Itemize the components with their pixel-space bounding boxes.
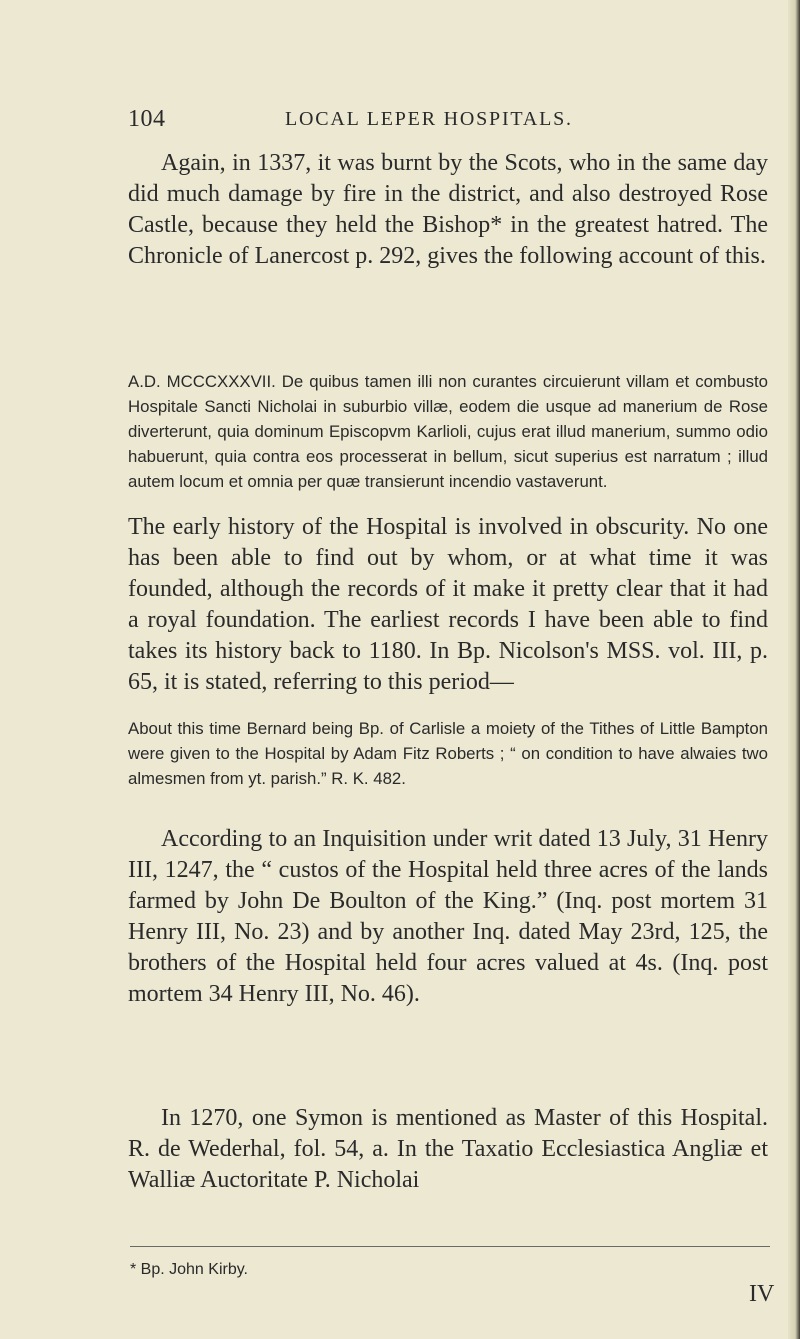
running-title: LOCAL LEPER HOSPITALS. bbox=[285, 108, 573, 130]
footnote: * Bp. John Kirby. bbox=[130, 1261, 248, 1278]
page-number: 104 bbox=[128, 106, 166, 132]
footnote-divider bbox=[130, 1246, 770, 1247]
paragraph-burning-1337: Again, in 1337, it was burnt by the Scots, who in the same day did much damage by fire in the district, and also destroyed Rose Castle, because they held the Bishop* in the greatest hatred. The Chronicle of Lanercost p. 292, gives the following account of this. bbox=[128, 150, 768, 269]
paragraph-inquisition: According to an Inquisition under writ dated 13 July, 31 Henry III, 1247, the “ custos of the Hospital held three acres of the lands farmed by John De Boulton of the King.” (Inq. post mortem 31 Henry III, No. 23) and by another Inq. dated May 23rd, 125, the brothers of the Hospital held four acres valued at 4s. (Inq. post mortem 34 Henry III, No. 46). bbox=[128, 826, 768, 1007]
page-edge bbox=[788, 0, 800, 1339]
latin-quotation-lanercost: A.D. MCCCXXXVII. De quibus tamen illi non curantes circuierunt villam et combusto Hospitale Sancti Nicholai in suburbio villæ, eodem die usque ad manerium de Rose diverterunt, quia dominum Episcopvm Karlioli, cujus erat illud manerium, summo odio habuerunt, quia contra eos processerat in bellum, sicut superius est narratum ; illud autem locum et omnia per quæ transierunt incendio vastaverunt. bbox=[128, 372, 768, 491]
quotation-nicolson-mss: About this time Bernard being Bp. of Carlisle a moiety of the Tithes of Little Bampton were given to the Hospital by Adam Fitz Roberts ; “ on condition to have alwaies two almesmen from yt. parish.” R. K. 482. bbox=[128, 719, 768, 788]
page-header bbox=[0, 106, 800, 136]
paragraph-early-history: The early history of the Hospital is involved in obscurity. No one has been able to find out by whom, or at what time it was founded, although the records of it make it pretty clear that it had a royal foundation. The earliest records I have been able to find takes its history back to 1180. In Bp. Nicolson's MSS. vol. III, p. 65, it is stated, referring to this period— bbox=[128, 514, 768, 695]
paragraph-symon-master: In 1270, one Symon is mentioned as Master of this Hospital. R. de Wederhal, fol. 54, a. In the Taxatio Ecclesiastica Angliæ et Walliæ Auctoritate P. Nicholai bbox=[128, 1105, 768, 1193]
signature-mark: IV bbox=[749, 1281, 775, 1307]
